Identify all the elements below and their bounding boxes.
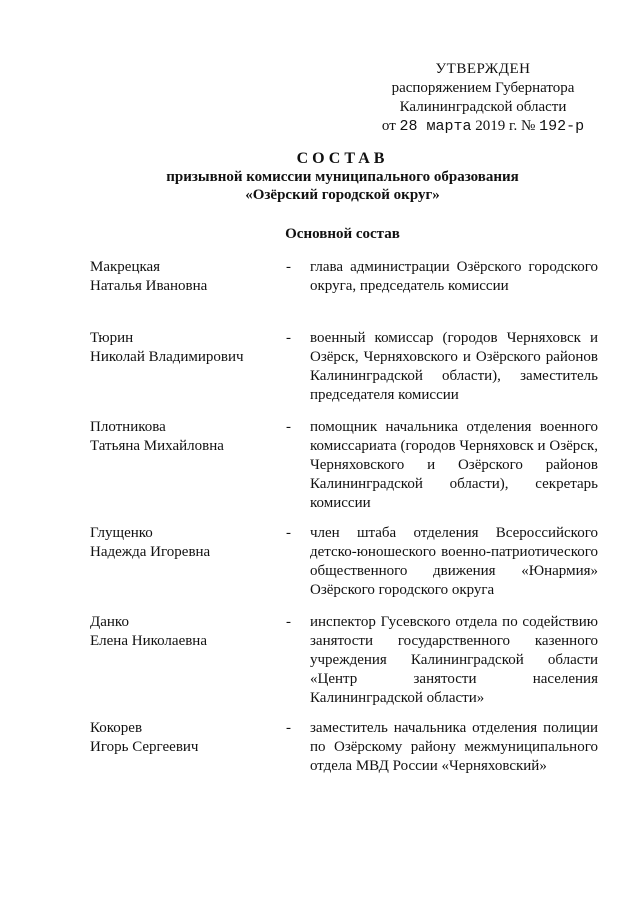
approval-line-2: Калининградской области — [399, 99, 567, 115]
member-dash: - — [286, 259, 291, 275]
member-row — [90, 418, 598, 524]
member-name — [90, 418, 286, 524]
member-row — [90, 258, 598, 329]
approval-date-line — [360, 117, 606, 136]
member-given-name: Наталья Ивановна — [90, 278, 208, 294]
approval-stamp — [360, 60, 606, 136]
member-given-name: Игорь Сергеевич — [90, 739, 199, 755]
approval-line-1: распоряжением Губернатора — [391, 80, 575, 96]
approval-date-value: 28 марта — [399, 118, 472, 135]
member-role: военный комиссар (городов Черняховск и Озёрск, Черняховского и Озёрского районов Калининградской области), заместитель председателя комиссии — [310, 330, 598, 403]
member-given-name: Николай Владимирович — [90, 349, 244, 365]
approval-number: 192-р — [539, 118, 585, 135]
member-row — [90, 613, 598, 719]
member-dash: - — [286, 614, 291, 630]
document-title: СОСТАВ — [296, 150, 389, 167]
member-given-name: Елена Николаевна — [90, 633, 207, 649]
member-surname: Глущенко — [90, 525, 153, 541]
member-name — [90, 719, 286, 809]
approval-year: 2019 г. № — [475, 118, 536, 134]
member-row — [90, 329, 598, 418]
member-role: глава администрации Озёрского городского округа, председатель комиссии — [310, 259, 598, 294]
member-surname: Макрецкая — [90, 259, 161, 275]
member-name — [90, 329, 286, 418]
member-surname: Кокорев — [90, 720, 143, 736]
members-list — [90, 258, 598, 809]
section-title: Основной состав — [285, 226, 400, 242]
member-dash: - — [286, 419, 291, 435]
member-dash: - — [286, 330, 291, 346]
member-name — [90, 258, 286, 329]
document-subtitle-line-1: призывной комиссии муниципального образования — [166, 169, 519, 185]
member-given-name: Надежда Игоревна — [90, 544, 211, 560]
document-heading — [100, 150, 585, 204]
member-row — [90, 524, 598, 613]
approval-date-prefix: от — [381, 118, 396, 134]
member-name — [90, 613, 286, 719]
document-subtitle-line-2: «Озёрский городской округ» — [245, 187, 440, 203]
member-surname: Тюрин — [90, 330, 134, 346]
approval-title: УТВЕРЖДЕН — [435, 61, 531, 77]
member-dash: - — [286, 720, 291, 736]
member-row — [90, 719, 598, 809]
member-role: инспектор Гусевского отдела по содействию занятости государственного казенного учреждения Калининградской области «Центр занятости населения Калининградской области» — [310, 614, 598, 706]
member-role: помощник начальника отделения военного комиссариата (городов Черняховск и Озёрск, Черняховского и Озёрского районов Калининградской области), секретарь комиссии — [310, 419, 598, 511]
member-dash: - — [286, 525, 291, 541]
member-role: заместитель начальника отделения полиции по Озёрскому району межмуниципального отдела МВД России «Черняховский» — [310, 720, 598, 774]
member-surname: Плотникова — [90, 419, 166, 435]
member-surname: Данко — [90, 614, 129, 630]
member-role: член штаба отделения Всероссийского детско-юношеского военно-патриотического общественного движения «Юнармия» Озёрского городского округа — [310, 525, 598, 598]
member-given-name: Татьяна Михайловна — [90, 438, 224, 454]
member-name — [90, 524, 286, 613]
